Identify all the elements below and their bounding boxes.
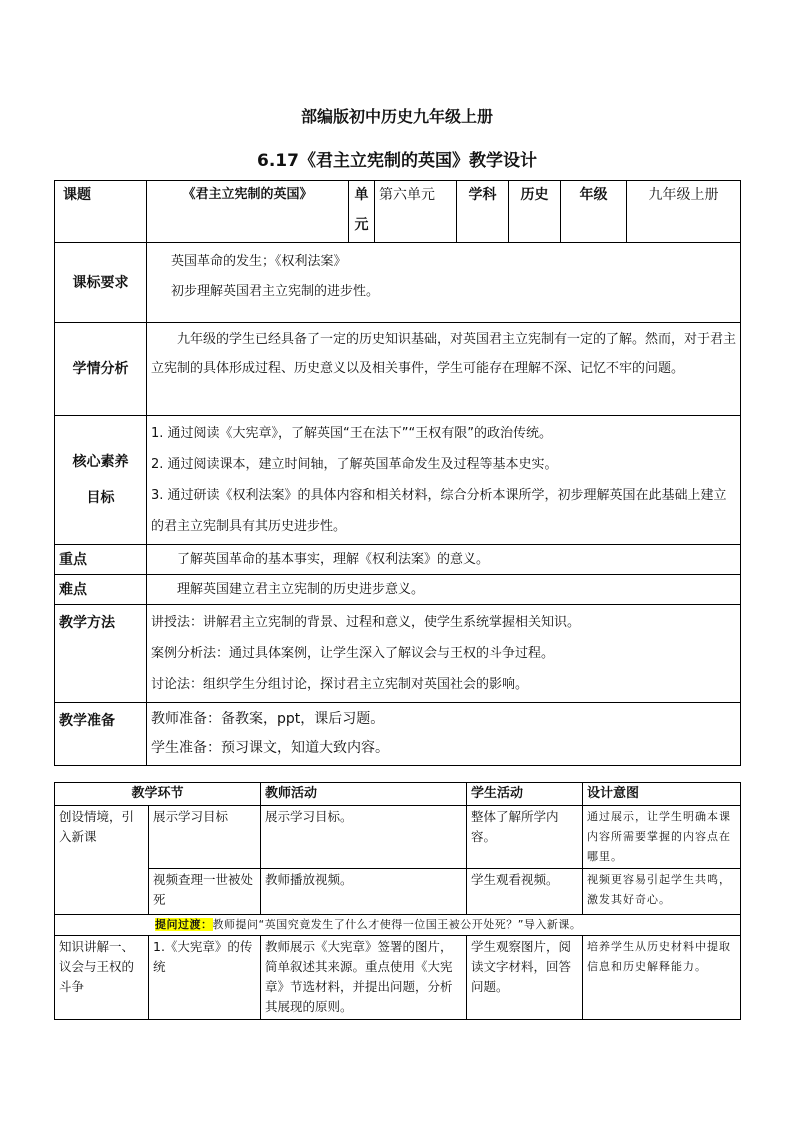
core-goal-item: 2. 通过阅读课本，建立时间轴，了解英国革命发生及过程等基本史实。 — [151, 457, 558, 472]
difficult-point-label: 难点 — [55, 575, 147, 605]
header-teacher-activity: 教师活动 — [261, 783, 467, 806]
teaching-method-content — [147, 605, 741, 703]
key-point-label: 重点 — [55, 545, 147, 575]
teaching-process-table — [54, 782, 741, 1020]
document-title: 部编版初中历史九年级上册 — [300, 107, 493, 126]
grade-value: 九年级上册 — [627, 181, 741, 243]
transition-text: 教师提问“英国究竟发生了什么才使得一位国王被公开处死？”导入新课。 — [212, 918, 582, 931]
core-goals-label-line2: 目标 — [86, 490, 115, 506]
teaching-prep-item: 学生准备：预习课文，知道大致内容。 — [151, 740, 389, 756]
analysis-content: 九年级的学生已经具备了一定的历史知识基础，对英国君主立宪制有一定的了解。然而，对于君主立宪制的具体形成过程、历史意义以及相关事件，学生可能存在理解不深、记忆不牢的问题。 — [147, 323, 741, 416]
core-goal-item: 3. 通过研读《权利法案》的具体内容和相关材料，综合分析本课所学，初步理解英国在此基础上建立的君主立宪制具有其历史进步性。 — [151, 488, 727, 534]
step-name: 1.《大宪章》的传统 — [149, 936, 261, 1020]
header-stage: 教学环节 — [55, 783, 261, 806]
teacher-activity: 展示学习目标。 — [261, 806, 467, 869]
stage-name: 知识讲解一、议会与王权的斗争 — [55, 936, 149, 1020]
header-design-intent: 设计意图 — [583, 783, 741, 806]
step-name: 展示学习目标 — [149, 806, 261, 869]
teaching-method-item: 讨论法：组织学生分组讨论，探讨君主立宪制对英国社会的影响。 — [151, 677, 529, 692]
topic-value: 《君主立宪制的英国》 — [147, 181, 349, 243]
key-point-content: 了解英国革命的基本事实，理解《权利法案》的意义。 — [147, 545, 741, 575]
standard-line: 初步理解英国君主立宪制的进步性。 — [171, 284, 380, 299]
teacher-activity: 教师展示《大宪章》签署的图片，简单叙述其来源。重点使用《大宪章》节选材料，并提出问题，分析其展现的原则。 — [261, 936, 467, 1020]
unit-label-line1: 单 — [354, 187, 369, 203]
student-activity: 学生观看视频。 — [467, 869, 583, 915]
unit-label — [349, 181, 375, 243]
teacher-activity: 教师播放视频。 — [261, 869, 467, 915]
subject-label: 学科 — [457, 181, 509, 243]
transition-label: 提问过渡： — [155, 918, 213, 931]
stage-name: 创设情境，引入新课 — [55, 806, 149, 915]
grade-label: 年级 — [561, 181, 627, 243]
standard-label: 课标要求 — [55, 243, 147, 323]
core-goal-item: 1. 通过阅读《大宪章》，了解英国“王在法下”“王权有限”的政治传统。 — [151, 426, 552, 441]
teaching-method-label: 教学方法 — [55, 605, 147, 703]
core-goals-label-line1: 核心素养 — [72, 454, 129, 470]
design-intent: 培养学生从历史材料中提取信息和历史解释能力。 — [583, 936, 741, 1020]
subject-value: 历史 — [509, 181, 561, 243]
student-activity: 学生观察图片，阅读文字材料，回答问题。 — [467, 936, 583, 1020]
core-goals-content — [147, 416, 741, 545]
teaching-prep-content — [147, 703, 741, 766]
core-goals-label — [55, 416, 147, 545]
design-intent: 通过展示，让学生明确本课内容所需要掌握的内容点在哪里。 — [583, 806, 741, 869]
analysis-label: 学情分析 — [55, 323, 147, 416]
teaching-prep-item: 教师准备：备教案，ppt，课后习题。 — [151, 711, 385, 727]
student-activity: 整体了解所学内容。 — [467, 806, 583, 869]
standard-content — [147, 243, 741, 323]
topic-label: 课题 — [55, 181, 147, 243]
difficult-point-content: 理解英国建立君主立宪制的历史进步意义。 — [147, 575, 741, 605]
teaching-method-item: 案例分析法：通过具体案例，让学生深入了解议会与王权的斗争过程。 — [151, 646, 555, 661]
standard-line: 英国革命的发生；《权利法案》 — [171, 254, 347, 269]
step-name: 视频查理一世被处死 — [149, 869, 261, 915]
unit-label-line2: 元 — [354, 217, 369, 233]
transition-row — [55, 915, 741, 936]
document-subtitle: 6.17《君主立宪制的英国》教学设计 — [257, 151, 537, 171]
design-intent: 视频更容易引起学生共鸣，激发其好奇心。 — [583, 869, 741, 915]
teaching-prep-label: 教学准备 — [55, 703, 147, 766]
header-student-activity: 学生活动 — [467, 783, 583, 806]
lesson-info-table — [54, 180, 741, 766]
teaching-method-item: 讲授法：讲解君主立宪制的背景、过程和意义，使学生系统掌握相关知识。 — [151, 615, 581, 630]
unit-value: 第六单元 — [375, 181, 457, 243]
